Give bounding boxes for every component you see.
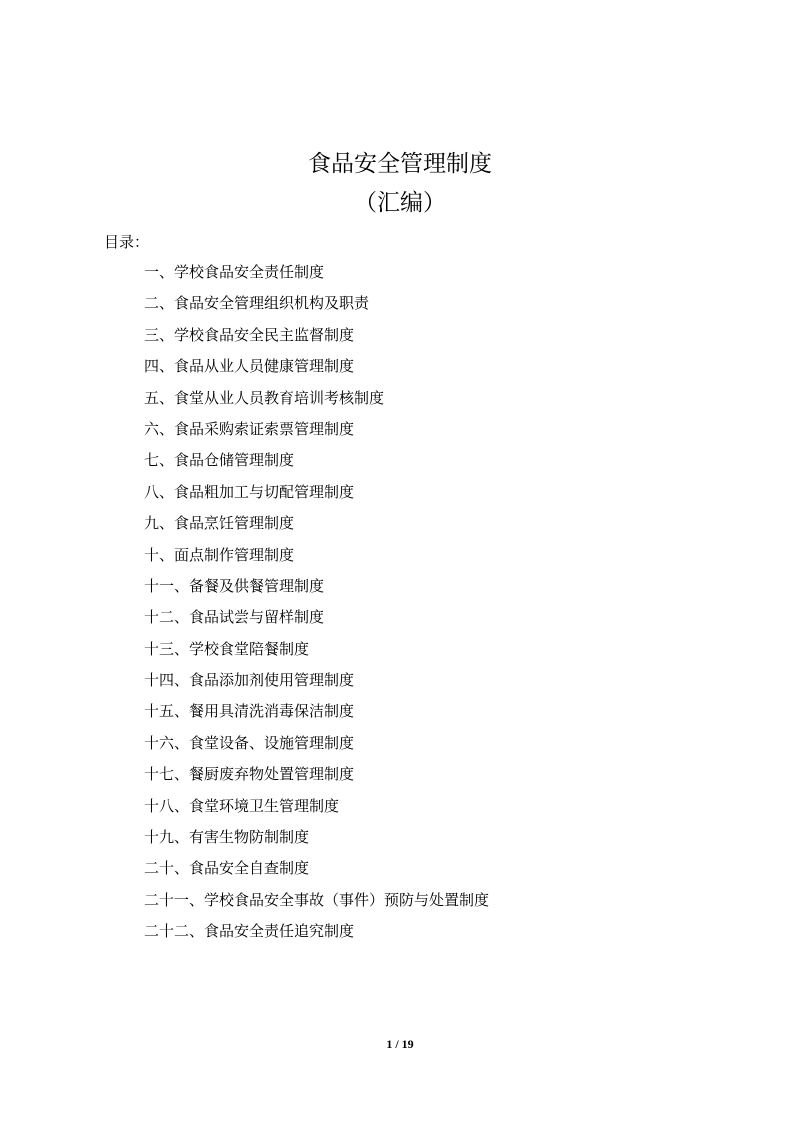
toc-item: 十七、餐厨废弃物处置管理制度: [144, 765, 355, 784]
toc-item: 四、食品从业人员健康管理制度: [144, 357, 355, 376]
toc-item: 十一、备餐及供餐管理制度: [144, 576, 325, 595]
toc-item: 十五、餐用具清洗消毒保洁制度: [144, 702, 355, 721]
page-number: 1 / 19: [386, 1037, 414, 1051]
toc-item: 十四、食品添加剂使用管理制度: [144, 671, 355, 690]
toc-heading: 目录：: [104, 233, 150, 251]
toc-item: 十、面点制作管理制度: [144, 545, 295, 564]
table-of-contents: [144, 262, 489, 953]
toc-item: 二十一、学校食品安全事故（事件）预防与处置制度: [144, 890, 490, 909]
toc-item: 九、食品烹饪管理制度: [144, 514, 295, 533]
toc-item: 二十二、食品安全责任追究制度: [144, 922, 355, 941]
toc-item: 六、食品采购索证索票管理制度: [144, 419, 355, 438]
toc-item: 十八、食堂环境卫生管理制度: [144, 796, 340, 815]
toc-item: 二、食品安全管理组织机构及职责: [144, 294, 370, 313]
document-subtitle: （汇编）: [354, 190, 446, 216]
toc-item: 十九、有害生物防制制度: [144, 828, 310, 847]
document-title: 食品安全管理制度: [308, 151, 492, 177]
toc-item: 八、食品粗加工与切配管理制度: [144, 482, 355, 501]
toc-item: 十三、学校食堂陪餐制度: [144, 639, 310, 658]
toc-item: 十二、食品试尝与留样制度: [144, 608, 325, 627]
toc-item: 十六、食堂设备、设施管理制度: [144, 733, 355, 752]
toc-item: 七、食品仓储管理制度: [144, 451, 295, 470]
toc-item: 五、食堂从业人员教育培训考核制度: [144, 388, 385, 407]
toc-item: 三、学校食品安全民主监督制度: [144, 325, 355, 344]
toc-item: 一、学校食品安全责任制度: [144, 263, 325, 281]
toc-item: 二十、食品安全自查制度: [144, 859, 310, 878]
